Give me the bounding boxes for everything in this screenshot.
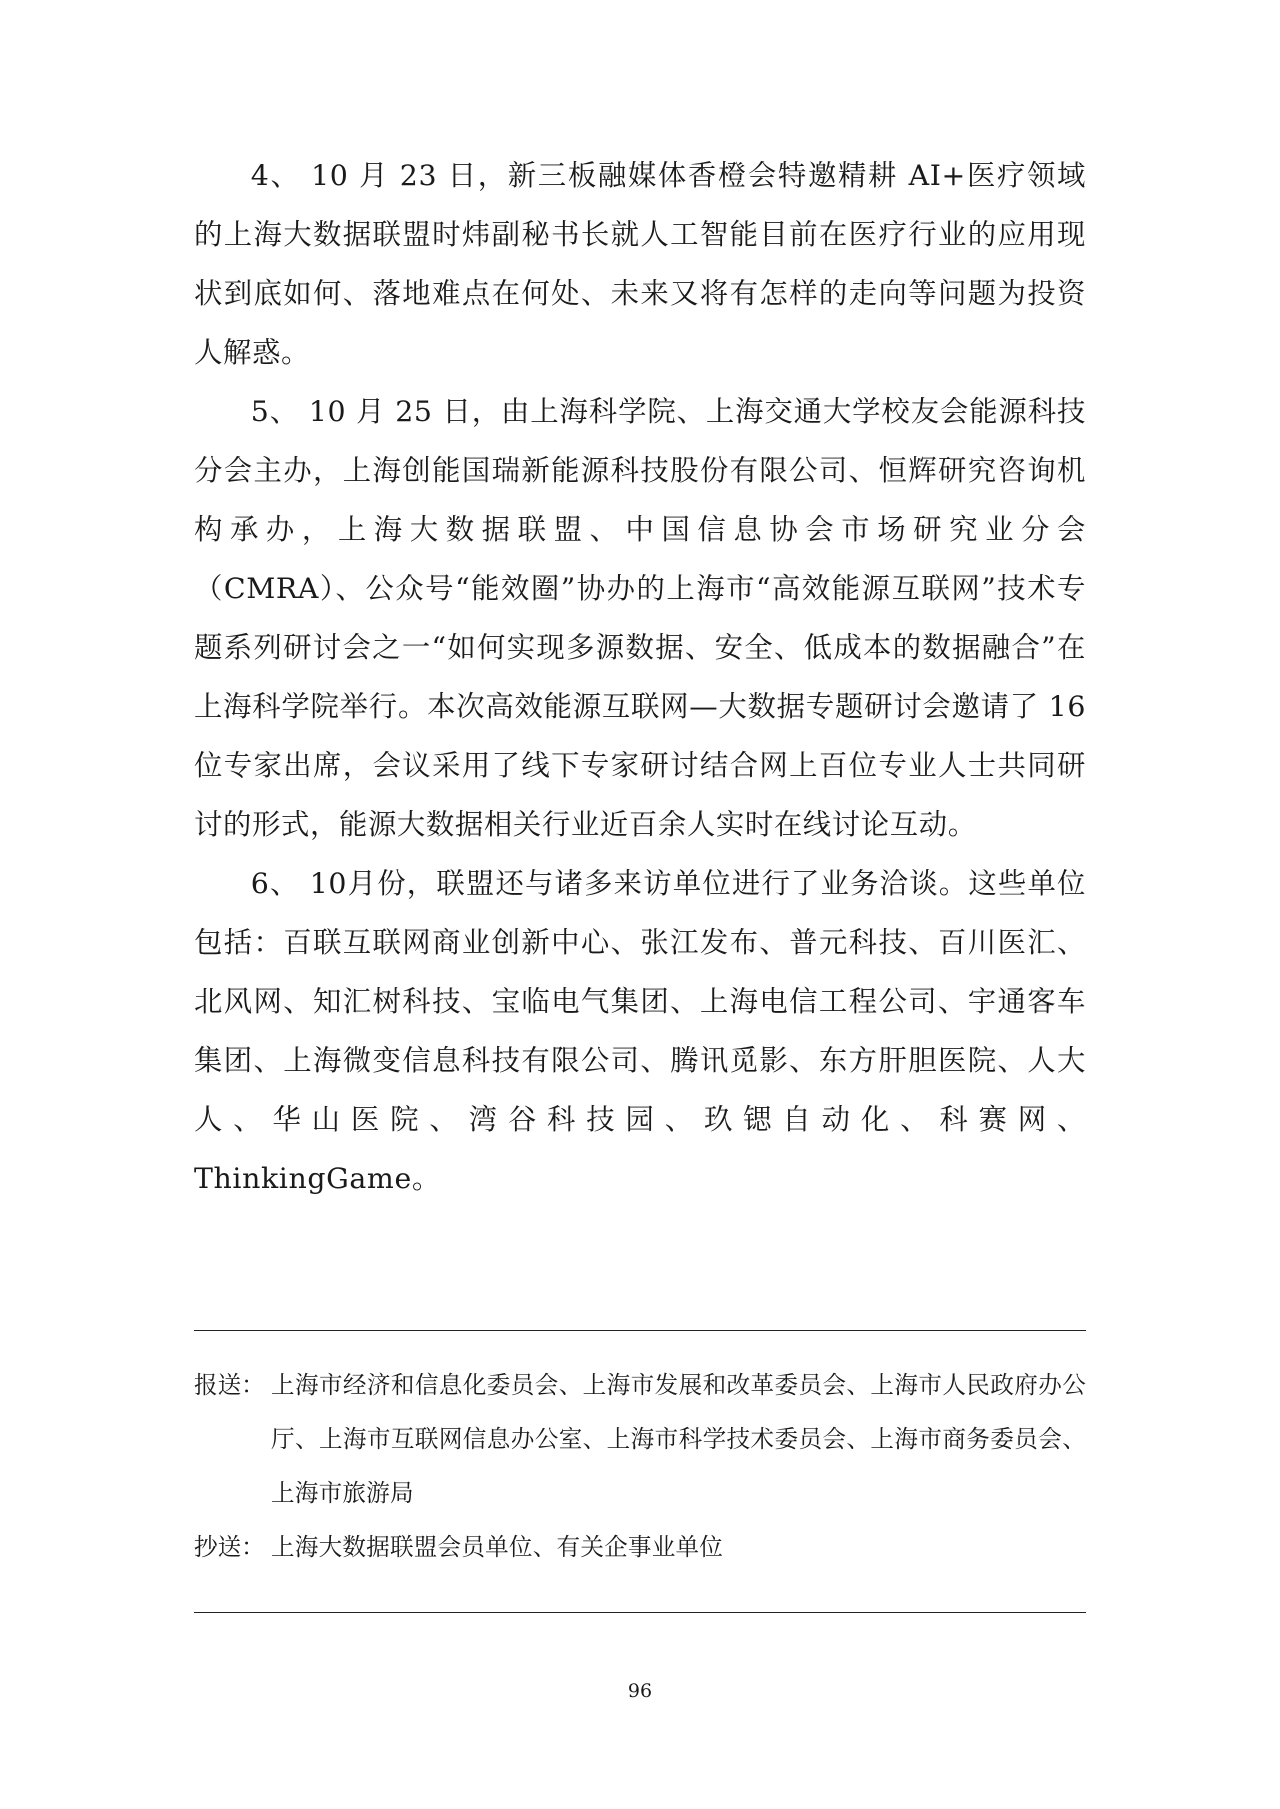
- divider-bottom: [194, 1612, 1086, 1613]
- copy-to-label: 抄送：: [194, 1533, 265, 1561]
- report-to-label: 报送：: [194, 1371, 265, 1399]
- paragraph-item-6: 6、 10月份，联盟还与诸多来访单位进行了业务洽谈。这些单位包括：百联互联网商业创新中心、张江发布、普元科技、百川医汇、北风网、知汇树科技、宝临电气集团、上海电信工程公司、宇通客车集团、上海微变信息科技有限公司、腾讯觅影、东方肝胆医院、人大人、华山医院、湾谷科技园、玖锶自动化、科赛网、ThinkingGame。: [194, 867, 1086, 1195]
- report-to-block: [194, 1358, 1086, 1520]
- paragraph-item-4: 4、 10 月 23 日，新三板融媒体香橙会特邀精耕 AI+医疗领域的上海大数据联盟时炜副秘书长就人工智能目前在医疗行业的应用现状到底如何、落地难点在何处、未来又将有怎样的走向等问题为投资人解惑。: [194, 159, 1086, 369]
- paragraph-item-5: 5、 10 月 25 日，由上海科学院、上海交通大学校友会能源科技分会主办，上海创能国瑞新能源科技股份有限公司、恒辉研究咨询机构承办，上海大数据联盟、中国信息协会市场研究业分会（CMRA）、公众号“能效圈”协办的上海市“高效能源互联网”技术专题系列研讨会之一“如何实现多源数据、安全、低成本的数据融合”在上海科学院举行。本次高效能源互联网—大数据专题研讨会邀请了 16 位专家出席，会议采用了线下专家研讨结合网上百位专业人士共同研讨的形式，能源大数据相关行业近百余人实时在线讨论互动。: [194, 395, 1086, 841]
- main-text: [194, 146, 1086, 1208]
- page-number: 96: [627, 1680, 653, 1702]
- copy-to-block: [194, 1520, 1086, 1574]
- report-to-recipients: 上海市经济和信息化委员会、上海市发展和改革委员会、上海市人民政府办公厅、上海市互联网信息办公室、上海市科学技术委员会、上海市商务委员会、上海市旅游局: [271, 1371, 1086, 1507]
- copy-to-recipients: 上海大数据联盟会员单位、有关企事业单位: [271, 1533, 724, 1561]
- divider-top: [194, 1330, 1086, 1331]
